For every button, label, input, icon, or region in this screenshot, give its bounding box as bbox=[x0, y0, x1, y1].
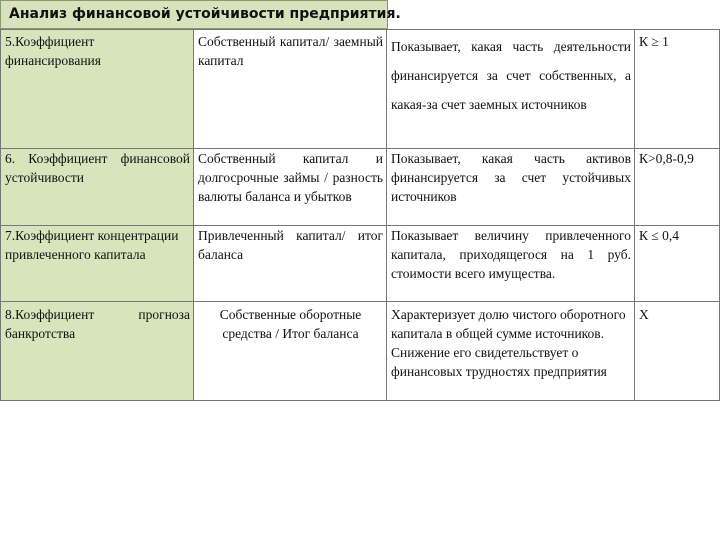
table-row bbox=[1, 302, 720, 401]
indicator-name: 6. Коэффициент финансовой устойчивости bbox=[1, 149, 194, 226]
slide-title: Анализ финансовой устойчивости предприятия. bbox=[0, 0, 388, 29]
indicators-table bbox=[0, 29, 720, 395]
indicator-meaning: Показывает величину привлеченного капитала, приходящегося на 1 руб. стоимости всего имущества. bbox=[387, 226, 635, 302]
indicator-meaning: Характеризует долю чистого оборотного капитала в общей сумме источников. Снижение его свидетельствует о финансовых трудностях предприятия bbox=[387, 302, 635, 401]
indicator-formula: Собственные оборотные средства / Итог баланса bbox=[194, 302, 387, 401]
indicator-norm: К ≥ 1 bbox=[635, 30, 720, 149]
table-row bbox=[1, 149, 720, 226]
indicator-norm: Х bbox=[635, 302, 720, 401]
indicator-formula: Собственный капитал/ заемный капитал bbox=[194, 30, 387, 149]
indicator-meaning: Показывает, какая часть деятельности финансируется за счет собственных, а какая-за счет заемных источников bbox=[387, 30, 635, 149]
indicator-formula: Собственный капитал и долгосрочные займы / разность валюты баланса и убытков bbox=[194, 149, 387, 226]
indicator-name: 7.Коэффициент концентрации привлеченного капитала bbox=[1, 226, 194, 302]
indicator-norm: К ≤ 0,4 bbox=[635, 226, 720, 302]
indicator-formula: Привлеченный капитал/ итог баланса bbox=[194, 226, 387, 302]
table-row bbox=[1, 226, 720, 302]
indicator-meaning: Показывает, какая часть активов финансируется за счет устойчивых источников bbox=[387, 149, 635, 226]
indicator-norm: К>0,8-0,9 bbox=[635, 149, 720, 226]
table-row bbox=[1, 30, 720, 149]
indicator-name: 5.Коэффициент финансирования bbox=[1, 30, 194, 149]
indicator-name: 8.Коэффициент прогноза банкротства bbox=[1, 302, 194, 401]
